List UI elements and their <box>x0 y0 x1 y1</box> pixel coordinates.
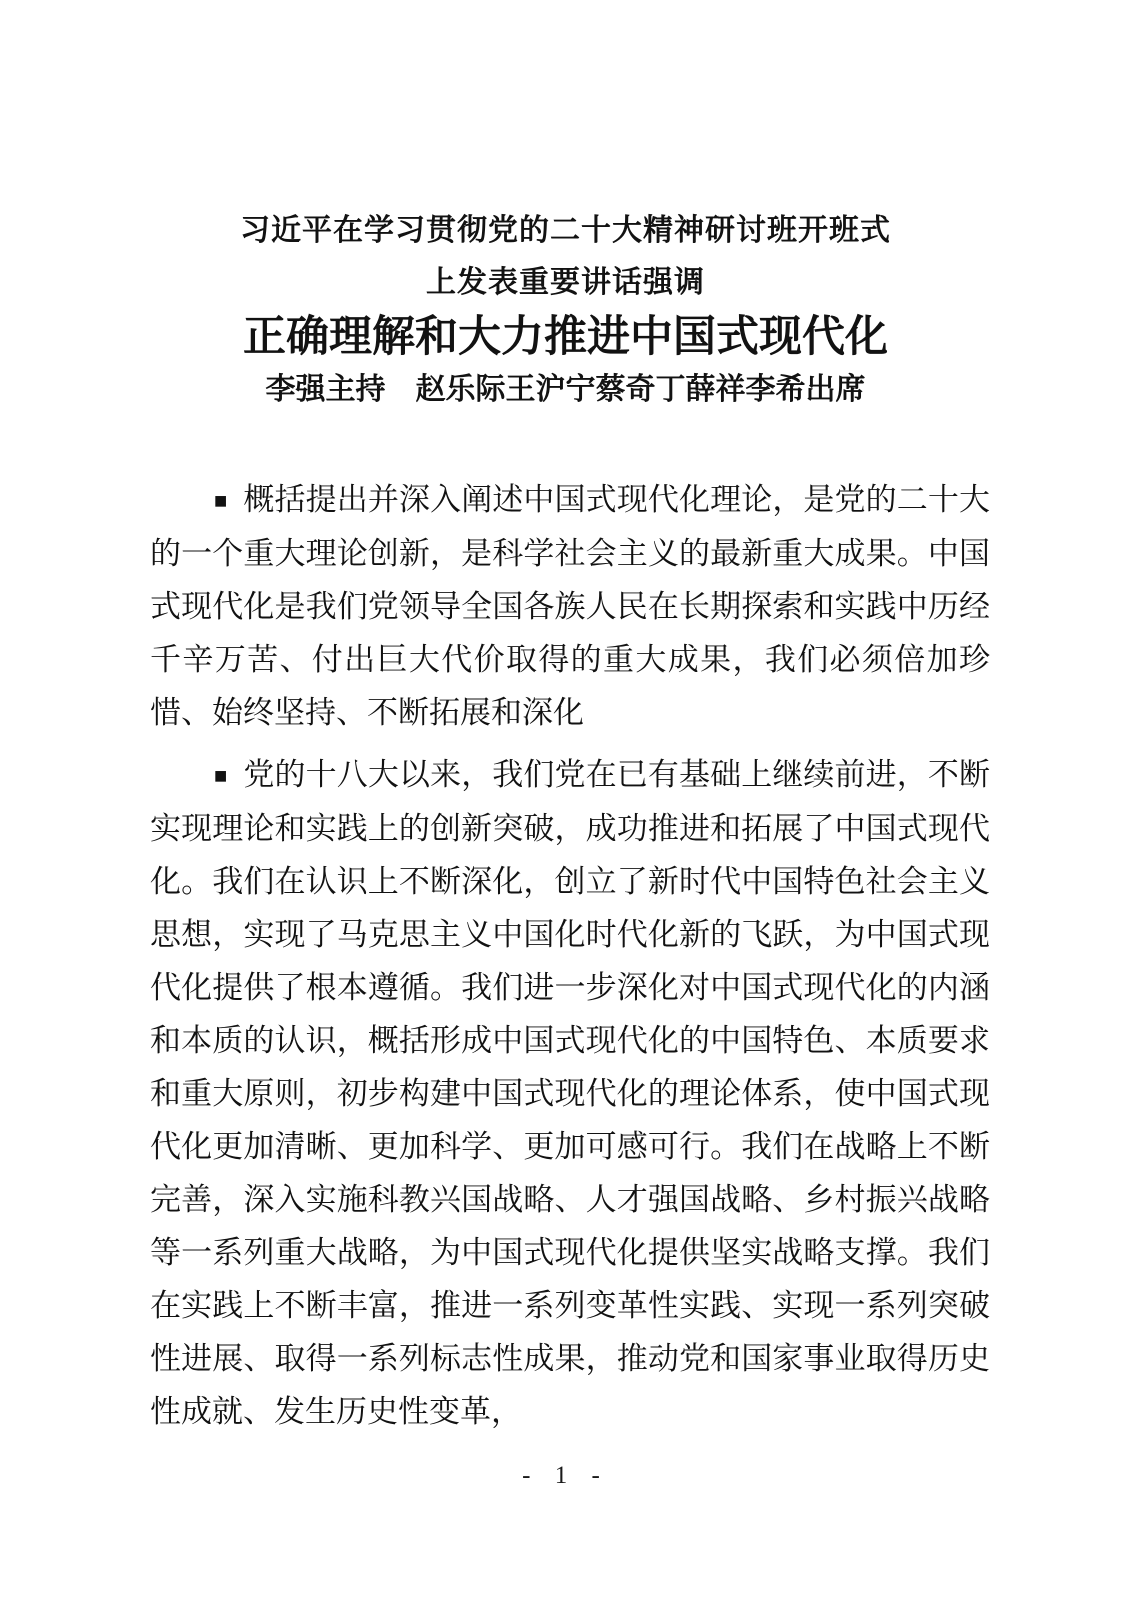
paragraph-text-1: 概括提出并深入阐述中国式现代化理论，是党的二十大的一个重大理论创新，是科学社会主义的最新重大成果。中国式现代化是我们党领导全国各族人民在长期探索和实践中历经千辛万苦、付出巨大代价取得的重大成果，我们必须倍加珍惜、始终坚持、不断拓展和深化 <box>150 482 990 730</box>
document-body <box>150 413 990 1438</box>
kicker-line-1: 习近平在学习贯彻党的二十大精神研讨班开班式 <box>240 214 891 247</box>
byline: 李强主持 赵乐际王沪宁蔡奇丁薛祥李希出席 <box>265 373 866 406</box>
paragraph-text-2: 党的十八大以来，我们党在已有基础上继续前进，不断实现理论和实践上的创新突破，成功推进和拓展了中国式现代化。我们在认识上不断深化，创立了新时代中国特色社会主义思想，实现了马克思主义中国化时代化新的飞跃，为中国式现代化提供了根本遵循。我们进一步深化对中国式现代化的内涵和本质的认识，概括形成中国式现代化的中国特色、本质要求和重大原则，初步构建中国式现代化的理论体系，使中国式现代化更加清晰、更加科学、更加可感可行。我们在战略上不断完善，深入实施科教兴国战略、人才强国战略、乡村振兴战略等一系列重大战略，为中国式现代化提供坚实战略支撑。我们在实践上不断丰富，推进一系列变革性实践、实现一系列突破性进展、取得一系列标志性成果，推动党和国家事业取得历史性成就、发生历史性变革， <box>150 757 990 1429</box>
summary-paragraph-1 <box>150 473 990 739</box>
summary-paragraph-2 <box>150 748 990 1438</box>
page-footer <box>0 1462 1131 1490</box>
square-bullet-icon: ■ <box>214 763 228 788</box>
square-bullet-icon: ■ <box>214 488 228 513</box>
document-header <box>0 0 1131 413</box>
page-number: - 1 - <box>522 1462 609 1489</box>
kicker-line-2: 上发表重要讲话强调 <box>426 266 705 299</box>
headline: 正确理解和大力推进中国式现代化 <box>243 314 888 361</box>
